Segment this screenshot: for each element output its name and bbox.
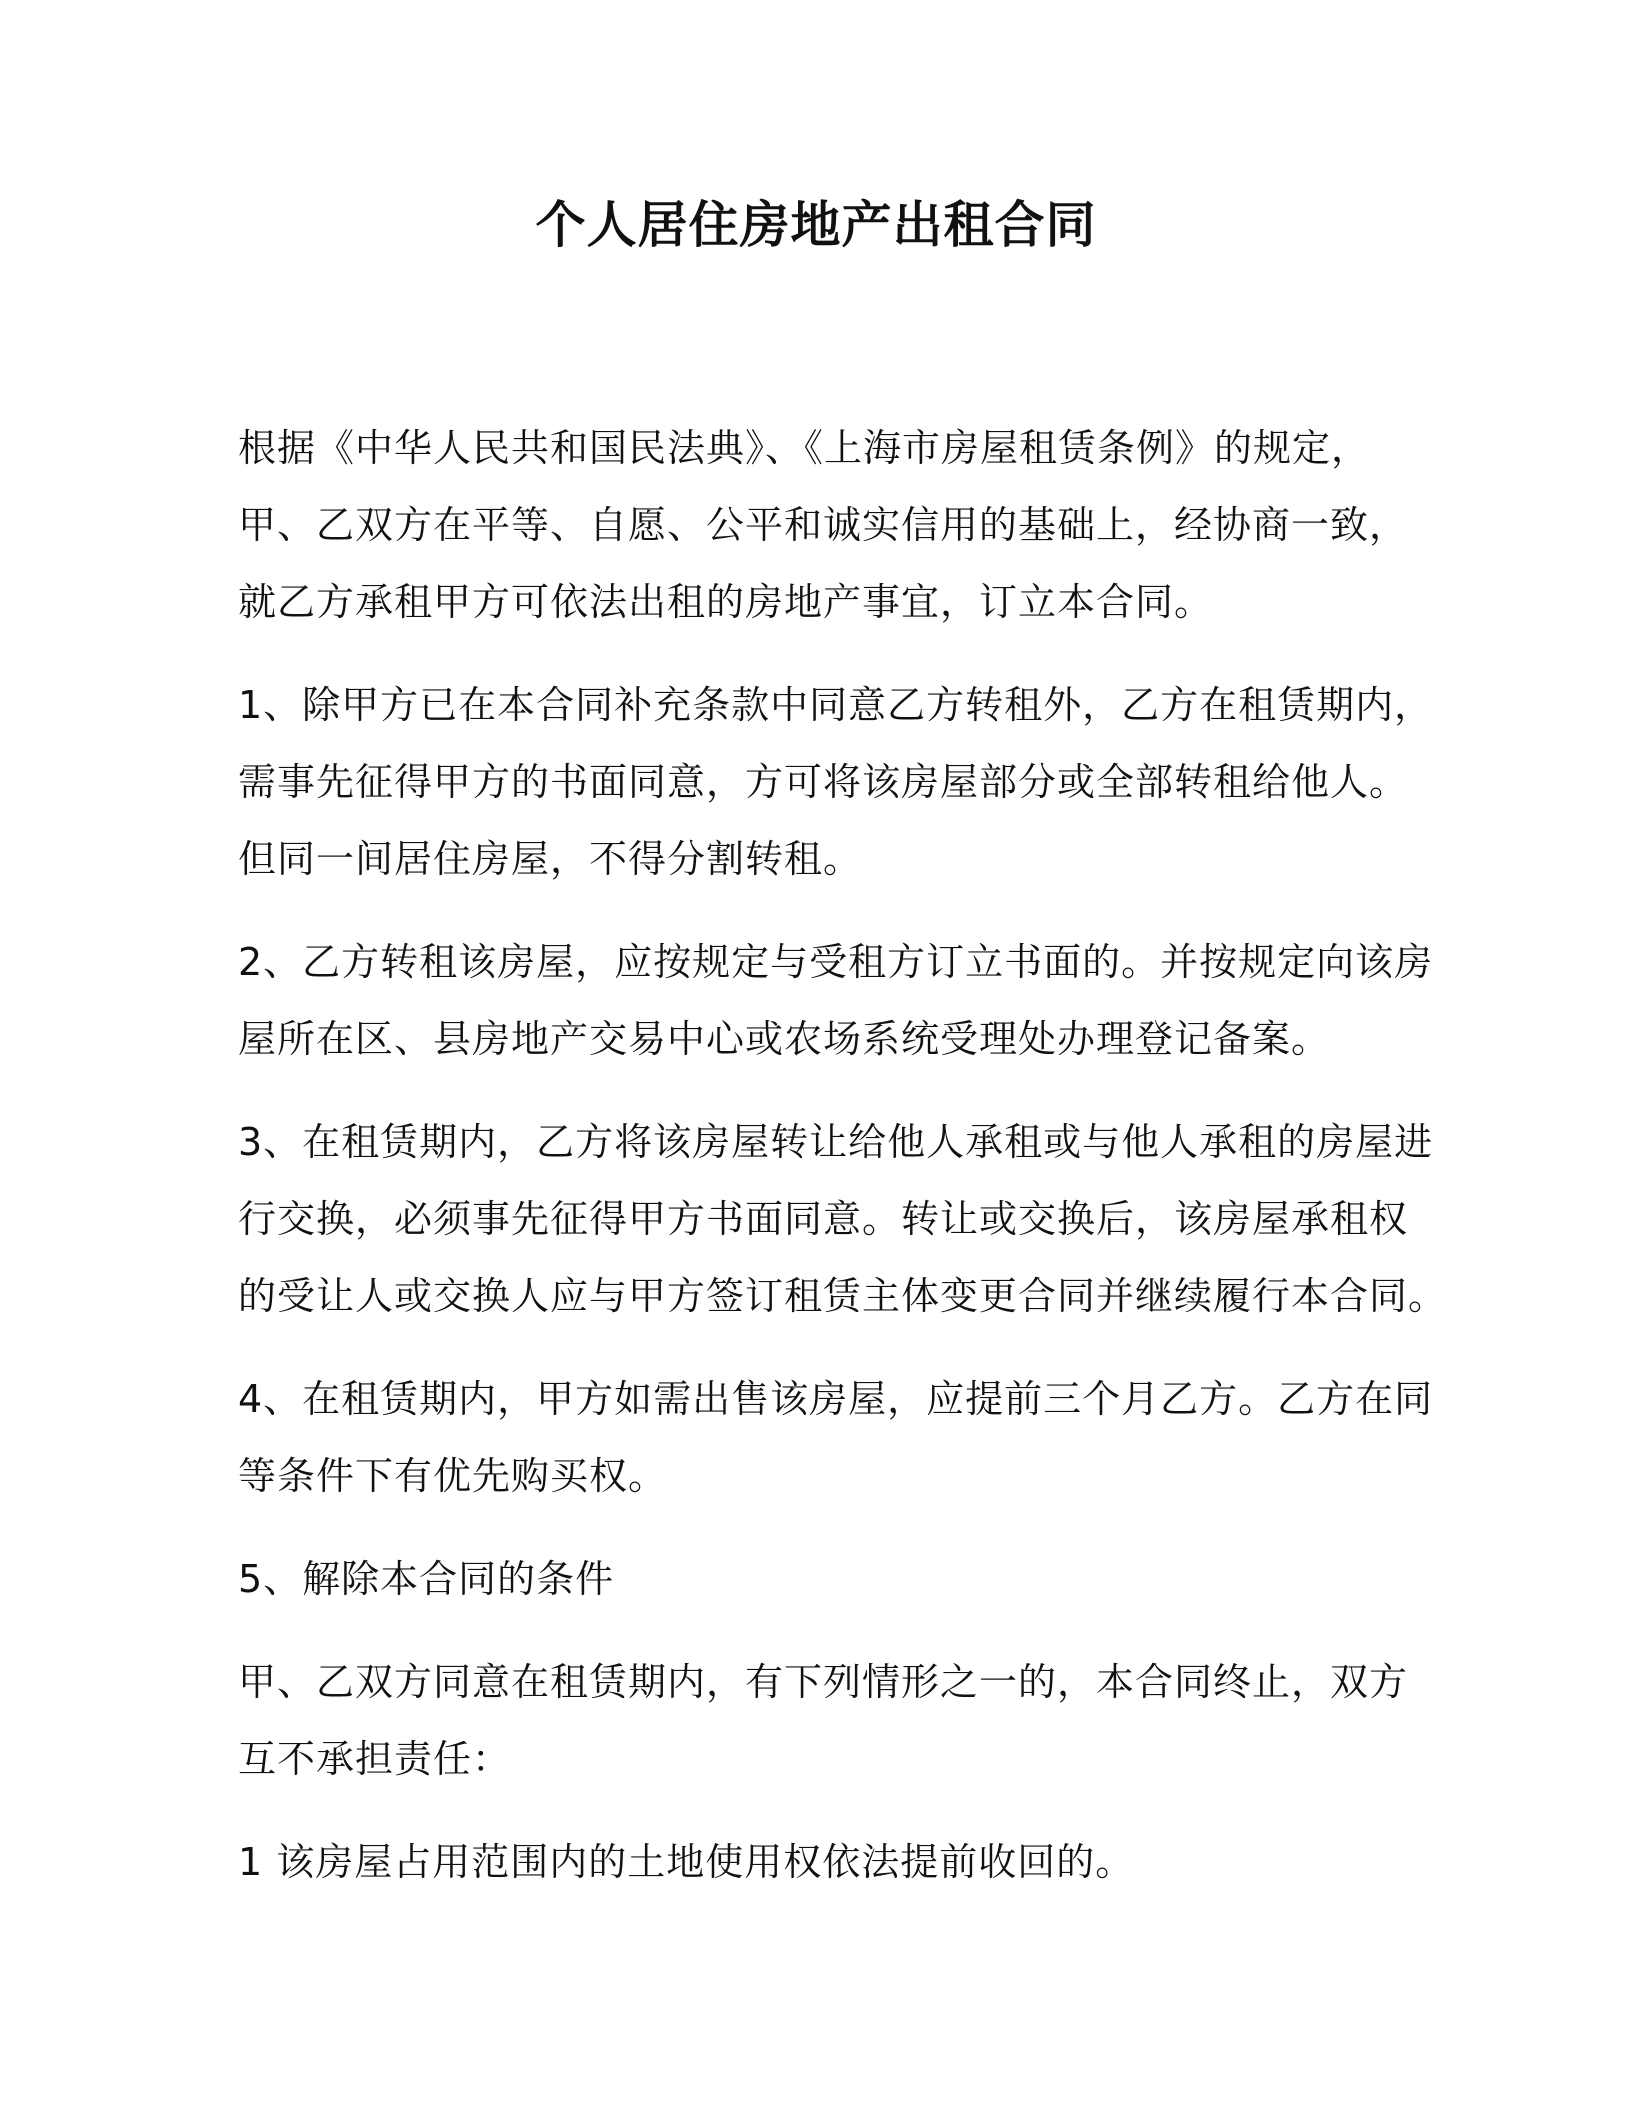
paragraph-line: 但同一间居住房屋，不得分割转租。: [238, 837, 863, 881]
paragraph-line: 互不承担责任：: [238, 1737, 512, 1781]
paragraph-clause-5-heading: [238, 1541, 1398, 1618]
paragraph-line: 屋所在区、县房地产交易中心或农场系统受理处办理登记备案。: [238, 1017, 1331, 1061]
paragraph-line: 行交换，必须事先征得甲方书面同意。转让或交换后，该房屋承租权: [238, 1197, 1409, 1241]
paragraph-termination-item-1: [238, 1824, 1398, 1901]
paragraph-line: 4、在租赁期内，甲方如需出售该房屋，应提前三个月乙方。乙方在同: [238, 1377, 1434, 1421]
paragraph-line: 5、解除本合同的条件: [238, 1557, 615, 1601]
document-body: [238, 410, 1448, 1927]
paragraph-preamble: [238, 410, 1409, 641]
paragraph-line: 等条件下有优先购买权。: [238, 1454, 668, 1498]
paragraph-line: 就乙方承租甲方可依法出租的房地产事宜，订立本合同。: [238, 580, 1214, 624]
paragraph-line: 甲、乙双方同意在租赁期内，有下列情形之一的，本合同终止，双方: [238, 1660, 1409, 1704]
paragraph-clause-1: [238, 667, 1434, 898]
paragraph-line: 甲、乙双方在平等、自愿、公平和诚实信用的基础上，经协商一致，: [238, 503, 1409, 547]
paragraph-clause-4: [238, 1361, 1434, 1515]
paragraph-line: 1、除甲方已在本合同补充条款中同意乙方转租外，乙方在租赁期内，: [238, 683, 1434, 727]
paragraph-line: 2、乙方转租该房屋，应按规定与受租方订立书面的。并按规定向该房: [238, 940, 1434, 984]
paragraph-clause-2: [238, 924, 1434, 1078]
paragraph-line: 根据《中华人民共和国民法典》、《上海市房屋租赁条例》的规定，: [238, 426, 1371, 470]
paragraph-termination-intro: [238, 1644, 1409, 1798]
paragraph-line: 3、在租赁期内，乙方将该房屋转让给他人承租或与他人承租的房屋进: [238, 1120, 1434, 1164]
paragraph-line: 1 该房屋占用范围内的土地使用权依法提前收回的。: [238, 1840, 1135, 1884]
paragraph-line: 的受让人或交换人应与甲方签订租赁主体变更合同并继续履行本合同。: [238, 1274, 1448, 1318]
document-title: 个人居住房地产出租合同: [535, 196, 1097, 254]
paragraph-line: 需事先征得甲方的书面同意，方可将该房屋部分或全部转租给他人。: [238, 760, 1409, 804]
paragraph-clause-3: [238, 1104, 1448, 1335]
